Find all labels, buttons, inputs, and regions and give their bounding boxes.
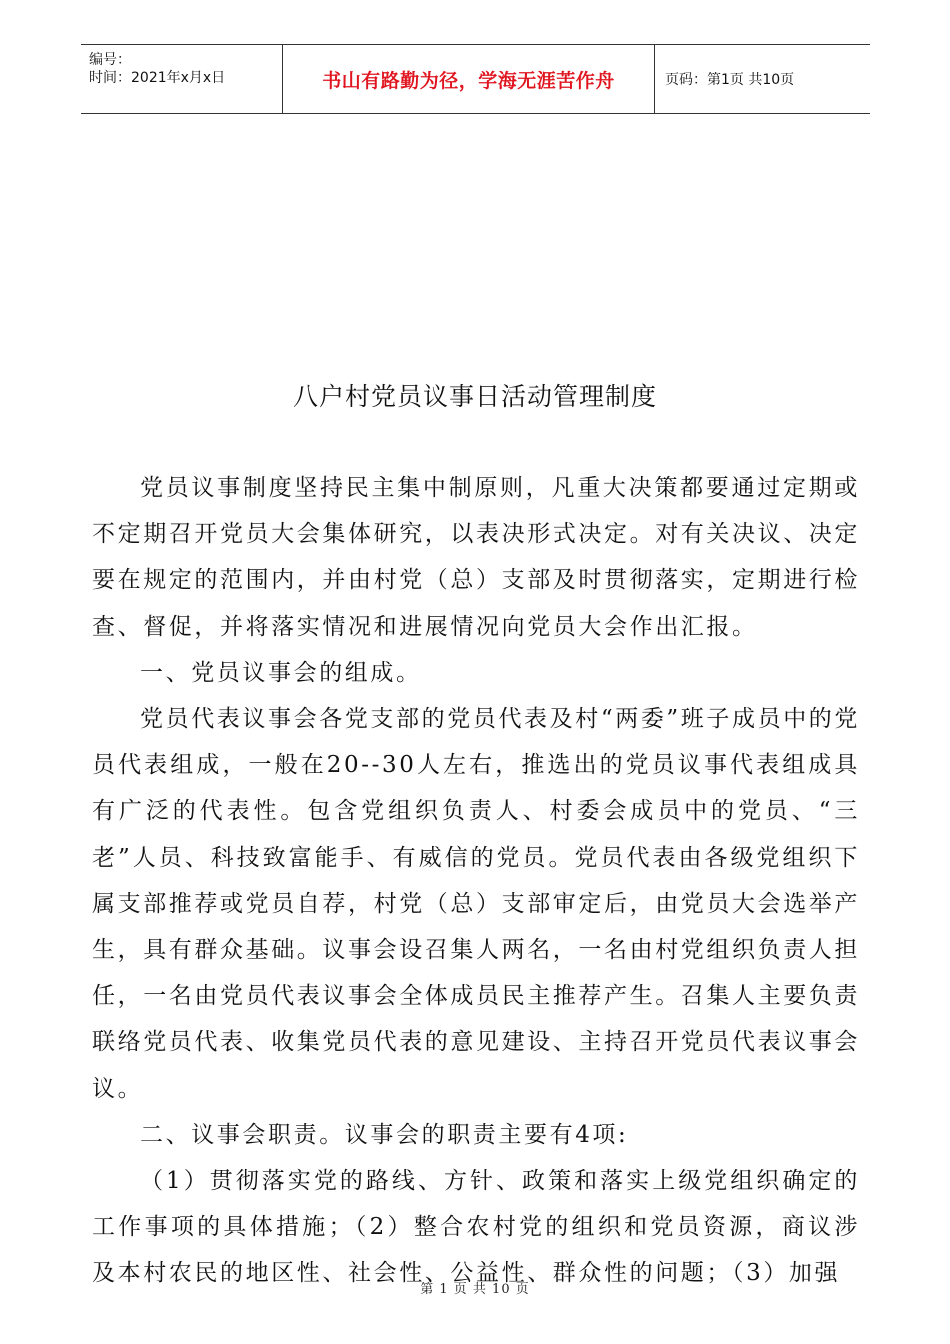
paragraph-intro: 党员议事制度坚持民主集中制原则，凡重大决策都要通过定期或不定期召开党员大会集体研究，以表决形式决定。对有关决议、决定要在规定的范围内，并由村党（总）支部及时贯彻落实，定期进行检查、督促，并将落实情况和进展情况向党员大会作出汇报。 (92, 475, 860, 640)
time-label: 时间：2021年x月x日 (89, 70, 226, 86)
page-header (81, 44, 870, 114)
header-meta (81, 45, 282, 113)
section-heading-composition: 一、党员议事会的组成。 (140, 659, 422, 686)
header-motto: 书山有路勤为径，学海无涯苦作舟 (282, 45, 655, 113)
number-label: 编号： (89, 52, 131, 68)
section-heading-duties: 二、议事会职责。议事会的职责主要有4项: (140, 1121, 629, 1148)
header-page-info: 页码：第1页 共10页 (665, 72, 795, 88)
document-body (92, 465, 860, 1297)
document-title: 八户村党员议事日活动管理制度 (292, 382, 657, 411)
paragraph-composition: 党员代表议事会各党支部的党员代表及村“两委”班子成员中的党员代表组成，一般在20--30人左右，推选出的党员议事代表组成具有广泛的代表性。包含党组织负责人、村委会成员中的党员、“三老”人员、科技致富能手、有威信的党员。党员代表由各级党组织下属支部推荐或党员自荐，村党（总）支部审定后，由党员大会选举产生，具有群众基础。议事会设召集人两名，一名由村党组织负责人担任，一名由党员代表议事会全体成员民主推荐产生。召集人主要负责联络党员代表、收集党员代表的意见建设、主持召开党员代表议事会议。 (92, 706, 860, 1102)
page-footer: 第 1 页 共 10 页 (420, 1282, 530, 1297)
paragraph-duties: （1）贯彻落实党的路线、方针、政策和落实上级党组织确定的工作事项的具体措施；（2）整合农村党的组织和党员资源，商议涉及本村农民的地区性、社会性、公益性、群众性的问题；（3）加强 (92, 1168, 860, 1287)
